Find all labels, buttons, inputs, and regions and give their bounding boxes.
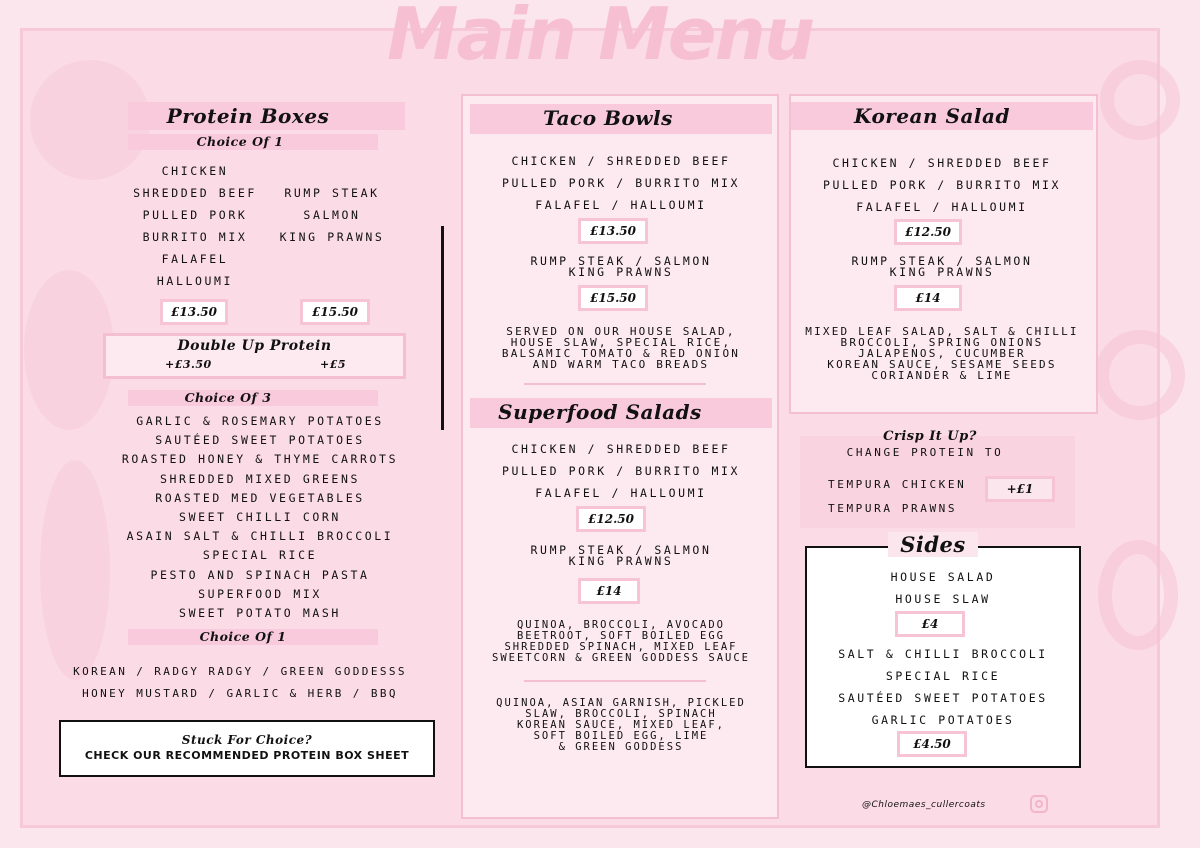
menu-item: BURRITO MIX bbox=[142, 230, 248, 244]
sides-heading: Sides bbox=[888, 532, 978, 557]
menu-item: SALT & CHILLI BROCCOLI bbox=[838, 647, 1048, 661]
menu-item: SHREDDED MIXED GREENS bbox=[160, 471, 360, 486]
menu-item: HONEY MUSTARD / GARLIC & HERB / BBQ bbox=[82, 687, 398, 700]
description-line: HOUSE SLAW, SPECIAL RICE, bbox=[510, 336, 732, 349]
menu-item: RUMP STEAK bbox=[284, 186, 380, 200]
price-tag: £15.50 bbox=[578, 285, 648, 311]
menu-item: KING PRAWNS bbox=[279, 230, 385, 244]
taco-premium bbox=[470, 256, 772, 278]
menu-item: ASAIN SALT & CHILLI BROCCOLI bbox=[126, 529, 394, 544]
price-tag: £12.50 bbox=[576, 506, 646, 532]
menu-item: TEMPURA PRAWNS bbox=[828, 502, 958, 515]
price-tag: £4 bbox=[895, 611, 965, 637]
menu-title: Main Menu bbox=[386, 0, 814, 76]
sides-items-a bbox=[805, 566, 1081, 610]
description-line: BEETROOT, SOFT BOILED EGG bbox=[516, 630, 726, 642]
description-line: KOREAN SAUCE, SESAME SEEDS bbox=[827, 358, 1057, 371]
description-line: BALSAMIC TOMATO & RED ONION bbox=[501, 347, 741, 360]
menu-item: TEMPURA CHICKEN bbox=[828, 478, 967, 491]
korean-premium bbox=[791, 256, 1093, 278]
description-line: QUINOA, ASIAN GARNISH, PICKLED bbox=[496, 697, 746, 709]
description-line: & GREEN GODDESS bbox=[558, 741, 684, 753]
korean-items bbox=[791, 152, 1093, 218]
menu-item: SPECIAL RICE bbox=[202, 548, 318, 563]
price-tag: +£1 bbox=[985, 476, 1055, 502]
menu-item: HOUSE SLAW bbox=[895, 592, 991, 606]
description-line: JALAPENOS, CUCUMBER bbox=[858, 347, 1026, 360]
description-line: CORIANDER & LIME bbox=[871, 369, 1013, 382]
superfood-premium bbox=[470, 545, 772, 567]
price-tag: £13.50 bbox=[160, 299, 228, 325]
sides-items-b bbox=[805, 643, 1081, 731]
menu-item: SALMON bbox=[303, 208, 361, 222]
menu-item: CHICKEN / SHREDDED BEEF bbox=[832, 156, 1052, 170]
protein-list-right bbox=[272, 186, 392, 252]
double-up-price-a: +£3.50 bbox=[165, 358, 212, 371]
superfood-description-2 bbox=[470, 698, 772, 753]
superfood-heading: Superfood Salads bbox=[498, 400, 702, 424]
description-line: SERVED ON OUR HOUSE SALAD, bbox=[506, 325, 736, 338]
menu-item: SPECIAL RICE bbox=[885, 669, 1001, 683]
menu-item: RUMP STEAK / SALMON bbox=[530, 543, 712, 557]
price-tag: £14 bbox=[894, 285, 962, 311]
menu-item: KING PRAWNS bbox=[568, 554, 674, 568]
menu-item: RUMP STEAK / SALMON bbox=[530, 254, 712, 268]
menu-item: PULLED PORK / BURRITO MIX bbox=[501, 464, 741, 478]
menu-item: FALAFEL / HALLOUMI bbox=[535, 486, 707, 500]
decor-swirl bbox=[1095, 330, 1185, 420]
column-divider bbox=[441, 226, 444, 430]
instagram-handle: @Chloemaes_cullercoats bbox=[862, 800, 986, 810]
decor-swirl bbox=[24, 270, 114, 430]
korean-description bbox=[791, 326, 1093, 381]
menu-item: GARLIC & ROSEMARY POTATOES bbox=[136, 414, 384, 428]
price-tag: £4.50 bbox=[897, 731, 967, 757]
menu-item: FALAFEL / HALLOUMI bbox=[535, 198, 707, 212]
stuck-text: CHECK OUR RECOMMENDED PROTEIN BOX SHEET bbox=[84, 749, 410, 762]
superfood-description-1 bbox=[470, 620, 772, 664]
price-tag: £14 bbox=[578, 578, 640, 604]
menu-item: SAUTÉED SWEET POTATOES bbox=[838, 691, 1048, 705]
taco-items bbox=[470, 150, 772, 216]
menu-item: SWEET POTATO MASH bbox=[179, 606, 341, 621]
sides-choice-list bbox=[100, 412, 420, 623]
menu-item: ROASTED HONEY & THYME CARROTS bbox=[121, 452, 399, 467]
double-up-price-b: +£5 bbox=[320, 358, 347, 371]
menu-item: SHREDDED BEEF bbox=[133, 186, 257, 200]
crisp-items bbox=[828, 473, 966, 521]
menu-item: KING PRAWNS bbox=[889, 265, 995, 279]
divider bbox=[524, 680, 706, 682]
crisp-heading: Crisp It Up? bbox=[883, 429, 977, 444]
menu-item: ROASTED MED VEGETABLES bbox=[155, 490, 365, 505]
description-line: BROCCOLI, SPRING ONIONS bbox=[840, 336, 1044, 349]
menu-item: PULLED PORK / BURRITO MIX bbox=[822, 178, 1062, 192]
menu-item: FALAFEL bbox=[161, 252, 229, 266]
choice-of-3-label: Choice Of 3 bbox=[184, 390, 272, 405]
menu-item: CHICKEN bbox=[161, 164, 229, 178]
description-line: SLAW, BROCCOLI, SPINACH bbox=[525, 708, 717, 720]
description-line: SWEETCORN & GREEN GODDESS SAUCE bbox=[492, 652, 750, 664]
menu-item: SAUTÉED SWEET POTATOES bbox=[155, 433, 365, 448]
instagram-icon bbox=[1030, 795, 1048, 813]
menu-item: HOUSE SALAD bbox=[890, 570, 996, 584]
menu-item: PESTO AND SPINACH PASTA bbox=[150, 567, 370, 582]
description-line: MIXED LEAF SALAD, SALT & CHILLI bbox=[805, 325, 1079, 338]
protein-list-left bbox=[120, 164, 270, 296]
menu-item: CHICKEN / SHREDDED BEEF bbox=[511, 442, 731, 456]
description-line: SHREDDED SPINACH, MIXED LEAF bbox=[504, 641, 738, 653]
description-line: QUINOA, BROCCOLI, AVOCADO bbox=[516, 619, 726, 631]
korean-salad-heading: Korean Salad bbox=[854, 104, 1010, 128]
crisp-sub: CHANGE PROTEIN TO bbox=[846, 446, 1004, 459]
superfood-items bbox=[470, 438, 772, 504]
taco-bowls-heading: Taco Bowls bbox=[543, 106, 673, 130]
divider bbox=[524, 383, 706, 385]
menu-item: SUPERFOOD MIX bbox=[198, 586, 322, 601]
description-line: AND WARM TACO BREADS bbox=[532, 358, 710, 371]
menu-item: PULLED PORK / BURRITO MIX bbox=[501, 176, 741, 190]
choice-of-1b-label: Choice Of 1 bbox=[199, 629, 287, 644]
menu-item: CHICKEN / SHREDDED BEEF bbox=[511, 154, 731, 168]
taco-description bbox=[470, 326, 772, 370]
menu-item: PULLED PORK bbox=[142, 208, 248, 222]
description-line: SOFT BOILED EGG, LIME bbox=[533, 730, 709, 742]
stuck-heading: Stuck For Choice? bbox=[181, 733, 313, 747]
menu-item: HALLOUMI bbox=[156, 274, 234, 288]
price-tag: £15.50 bbox=[300, 299, 370, 325]
menu-item: KOREAN / RADGY RADGY / GREEN GODDESSS bbox=[73, 665, 407, 678]
menu-item: SWEET CHILLI CORN bbox=[179, 510, 341, 525]
price-tag: £12.50 bbox=[894, 219, 962, 245]
double-up-heading: Double Up Protein bbox=[177, 338, 332, 354]
decor-swirl bbox=[1098, 540, 1178, 650]
menu-item: FALAFEL / HALLOUMI bbox=[856, 200, 1028, 214]
menu-item: RUMP STEAK / SALMON bbox=[851, 254, 1033, 268]
price-tag: £13.50 bbox=[578, 218, 648, 244]
protein-boxes-heading: Protein Boxes bbox=[166, 104, 330, 128]
menu-item: GARLIC POTATOES bbox=[871, 713, 1015, 727]
choice-of-1-label: Choice Of 1 bbox=[196, 134, 284, 149]
sauce-list bbox=[60, 661, 420, 705]
description-line: KOREAN SAUCE, MIXED LEAF, bbox=[516, 719, 726, 731]
menu-item: KING PRAWNS bbox=[568, 265, 674, 279]
